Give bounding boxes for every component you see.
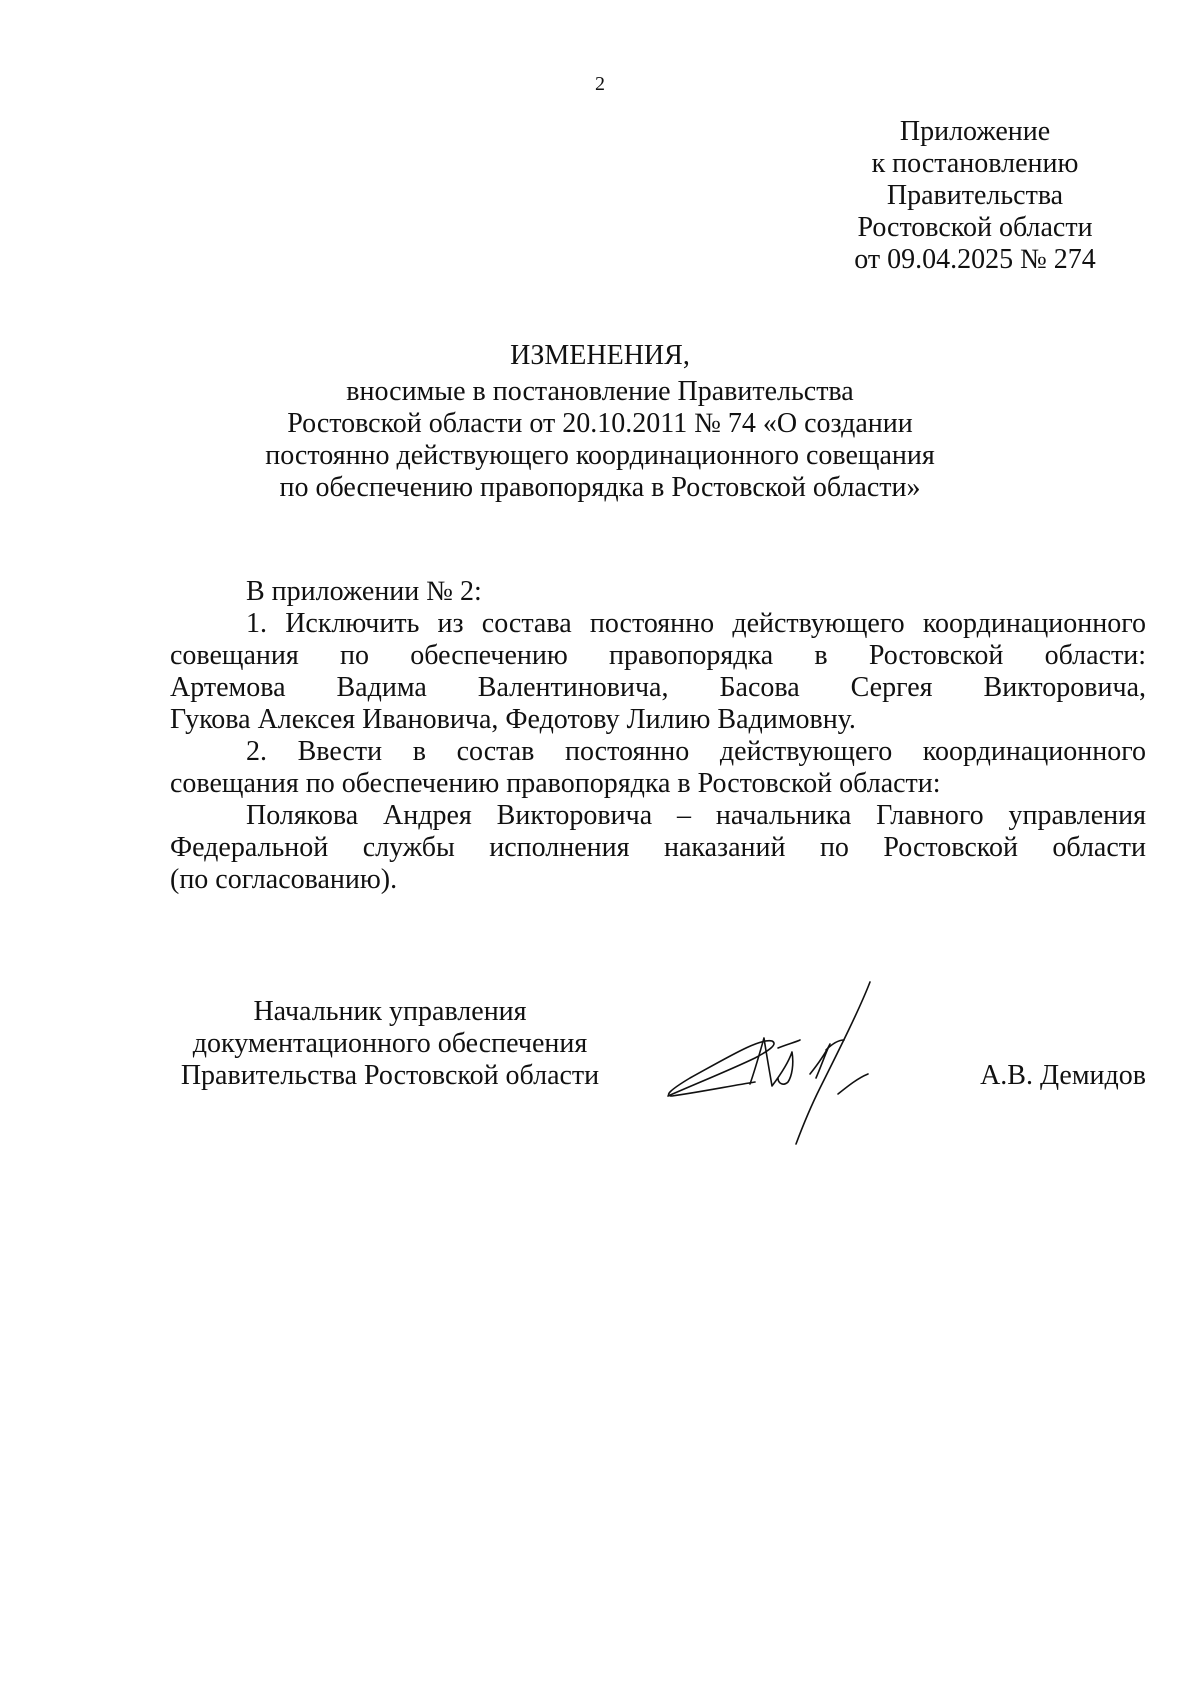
item-1-line: совещания по обеспечению правопорядка в Ростовской области: — [170, 640, 1146, 671]
item-1-line: Гукова Алексея Ивановича, Федотову Лилию Вадимовну. — [170, 704, 856, 735]
signer-position-line: Начальник управления — [253, 996, 527, 1027]
document-title-block — [0, 340, 1200, 504]
item-1-line: 1. Исключить из состава постоянно действующего координационного — [246, 608, 1146, 639]
signer-position-line: документационного обеспечения — [192, 1028, 588, 1059]
appointee-line: Полякова Андрея Викторовича – начальника Главного управления — [246, 800, 1146, 831]
appointee-line: (по согласованию). — [170, 864, 398, 895]
item-1-line: Артемова Вадима Валентиновича, Басова Сергея Викторовича, — [170, 672, 1146, 703]
signer-position-line: Правительства Ростовской области — [180, 1060, 600, 1091]
item-2-line: 2. Ввести в состав постоянно действующего координационного — [246, 736, 1146, 767]
document-title: ИЗМЕНЕНИЯ, — [510, 340, 690, 371]
title-line: по обеспечению правопорядка в Ростовской области» — [279, 472, 921, 503]
title-line: Ростовской области от 20.10.2011 № 74 «О создании — [287, 408, 913, 439]
appendix-block — [835, 116, 1115, 276]
appendix-line: от 09.04.2025 № 274 — [854, 244, 1096, 275]
document-body — [170, 576, 1146, 896]
item-1 — [170, 608, 1146, 736]
appendix-line: Приложение — [899, 116, 1051, 147]
title-line: постоянно действующего координационного совещания — [265, 440, 935, 471]
body-intro: В приложении № 2: — [246, 576, 482, 607]
page-number: 2 — [595, 73, 605, 95]
signer-position — [170, 996, 610, 1092]
appointee-line: Федеральной службы исполнения наказаний по Ростовской области — [170, 832, 1146, 863]
appendix-line: Правительства — [886, 180, 1064, 211]
item-2-line: совещания по обеспечению правопорядка в Ростовской области: — [170, 768, 941, 799]
title-line: вносимые в постановление Правительства — [346, 376, 854, 407]
appendix-line: к постановлению — [871, 148, 1079, 179]
item-2 — [170, 736, 1146, 800]
appendix-line: Ростовской области — [857, 212, 1093, 243]
appointee — [170, 800, 1146, 896]
signer-name: А.В. Демидов — [980, 1060, 1146, 1091]
